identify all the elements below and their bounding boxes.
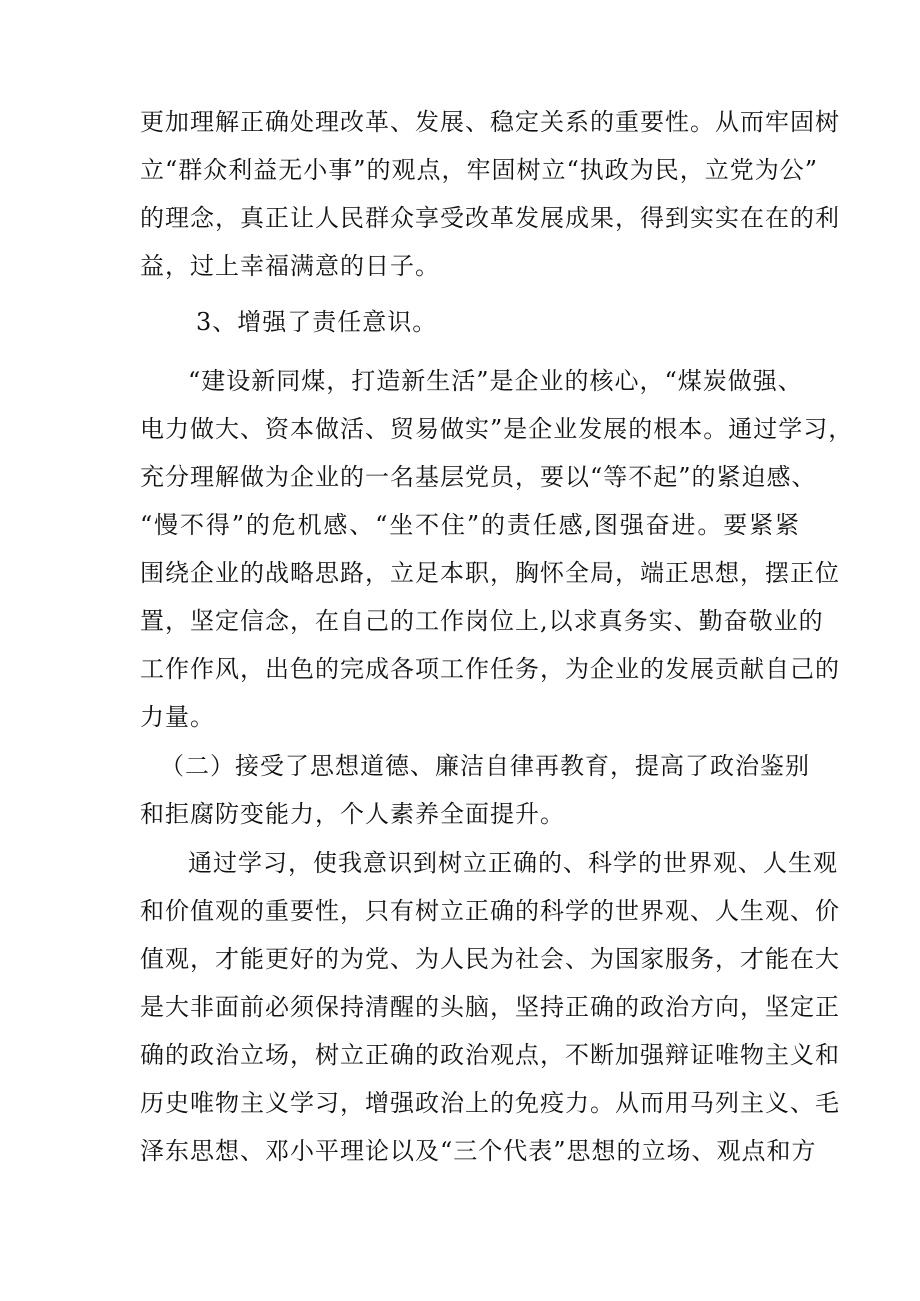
text-line: 泽东思想、邓小平理论以及“三个代表”思想的立场、观点和方 (140, 1137, 817, 1165)
subsection-heading: （二）接受了思想道德、廉洁自律再教育，提高了政治鉴别 (160, 752, 810, 780)
text-line: 是大非面前必须保持清醒的头脑，坚持正确的政治方向，坚定正 (140, 993, 840, 1021)
text-line: 围绕企业的战略思路，立足本职，胸怀全局，端正思想，摆正位 (140, 559, 840, 587)
text-line: 益，过上幸福满意的日子。 (140, 252, 440, 280)
text-line: 和价值观的重要性，只有树立正确的科学的世界观、人生观、价 (140, 897, 840, 925)
subsection-heading-continued: 和拒腐防变能力，个人素养全面提升。 (140, 800, 565, 828)
text-line: “慢不得”的危机感、“坐不住”的责任感,图强奋进。要紧紧 (140, 511, 800, 539)
text-line: 充分理解做为企业的一名基层党员，要以“等不起”的紧迫感、 (140, 463, 817, 491)
text-line: 电力做大、资本做活、贸易做实”是企业发展的根本。通过学习， (140, 415, 854, 443)
text-line: 通过学习，使我意识到树立正确的、科学的世界观、人生观 (188, 849, 838, 877)
section-heading: 3、增强了责任意识。 (196, 308, 438, 336)
text-line: “建设新同煤，打造新生活”是企业的核心，“煤炭做强、 (188, 367, 803, 395)
text-line: 值观，才能更好的为党、为人民为社会、为国家服务，才能在大 (140, 945, 840, 973)
text-line: 力量。 (140, 703, 215, 731)
text-line: 更加理解正确处理改革、发展、稳定关系的重要性。从而牢固树 (140, 108, 840, 136)
text-line: 工作作风，出色的完成各项工作任务，为企业的发展贡献自己的 (140, 655, 840, 683)
text-line: 确的政治立场，树立正确的政治观点，不断加强辩证唯物主义和 (140, 1041, 840, 1069)
text-line: 置，坚定信念，在自己的工作岗位上,以求真务实、勤奋敬业的 (140, 607, 824, 635)
text-line: 立“群众利益无小事”的观点，牢固树立“执政为民，立党为公” (140, 156, 819, 184)
text-line: 的理念，真正让人民群众享受改革发展成果，得到实实在在的利 (140, 204, 840, 232)
text-line: 历史唯物主义学习，增强政治上的免疫力。从而用马列主义、毛 (140, 1089, 840, 1117)
